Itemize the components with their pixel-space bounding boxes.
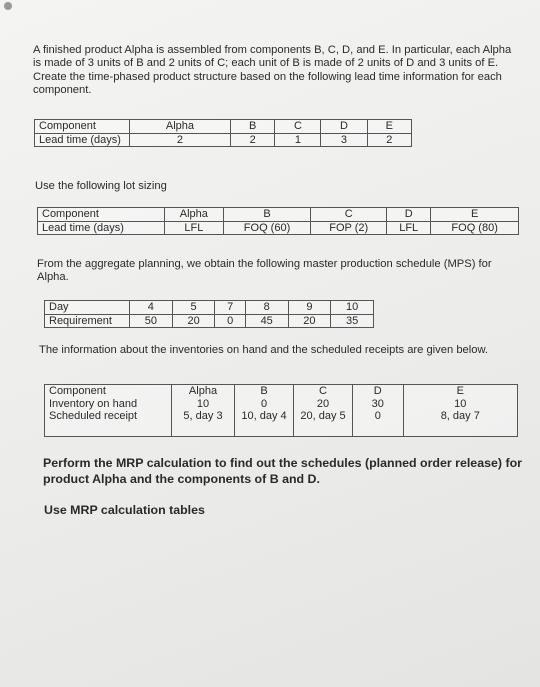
header-cell: D	[321, 120, 367, 134]
value-cell: 20, day 5	[294, 410, 353, 437]
inventory-intro: The information about the inventories on hand and the scheduled receipts are given below.	[39, 344, 489, 356]
header-cell: B	[235, 385, 294, 398]
day-cell: 10	[331, 301, 374, 315]
header-cell: B	[230, 120, 274, 134]
value-cell: 2	[130, 133, 231, 147]
header-cell: C	[275, 120, 321, 134]
mps-intro: From the aggregate planning, we obtain the following master production schedule (MPS) for Alpha.	[37, 258, 492, 284]
header-cell: Component	[38, 208, 165, 222]
day-cell: 9	[288, 301, 331, 315]
table-row	[45, 301, 374, 315]
table-row	[45, 314, 374, 328]
value-cell: 10, day 4	[235, 410, 294, 437]
value-cell: 3	[321, 133, 367, 147]
lot-sizing-intro: Use the following lot sizing	[35, 180, 167, 192]
requirement-cell: 20	[172, 314, 215, 328]
header-cell: D	[353, 385, 404, 398]
day-cell: 8	[245, 301, 288, 315]
value-cell: 5, day 3	[172, 410, 235, 437]
table-row	[45, 398, 518, 411]
intro-paragraph: A finished product Alpha is assembled from components B, C, D, and E. In particular, each Alpha is made of 3 units of B and 2 units of C; each unit of B is made of 2 units of D and 3 units of E. Create the time-phased product structure based on the following lead time information for each component.	[33, 44, 512, 97]
value-cell: FOQ (80)	[431, 221, 519, 235]
row-label: Lead time (days)	[35, 133, 130, 147]
header-cell: Alpha	[172, 385, 235, 398]
day-cell: 7	[215, 301, 245, 315]
requirement-cell: 0	[215, 314, 245, 328]
value-cell: LFL	[165, 221, 224, 235]
value-cell: 0	[353, 410, 404, 437]
day-cell: 5	[172, 301, 215, 315]
value-cell: 10	[403, 398, 517, 411]
value-cell: FOP (2)	[311, 221, 387, 235]
lead-time-table	[34, 119, 412, 147]
instruction-text: Use MRP calculation tables	[44, 503, 205, 517]
row-label: Inventory on hand	[45, 398, 172, 411]
value-cell: 2	[367, 133, 411, 147]
value-cell: 8, day 7	[403, 410, 517, 437]
row-label: Day	[45, 301, 130, 315]
header-cell: C	[294, 385, 353, 398]
table-row	[35, 120, 412, 134]
value-cell: 0	[235, 398, 294, 411]
value-cell: 1	[275, 133, 321, 147]
header-cell: C	[311, 208, 387, 222]
table-row	[45, 385, 518, 398]
table-row	[35, 133, 412, 147]
value-cell: FOQ (60)	[223, 221, 311, 235]
value-cell: 10	[172, 398, 235, 411]
row-label: Lead time (days)	[38, 221, 165, 235]
header-cell: E	[367, 120, 411, 134]
requirement-cell: 50	[130, 314, 173, 328]
inventory-table	[44, 384, 518, 437]
header-cell: E	[403, 385, 517, 398]
header-cell: E	[431, 208, 519, 222]
value-cell: LFL	[387, 221, 431, 235]
row-label: Requirement	[45, 314, 130, 328]
row-label: Scheduled receipt	[45, 410, 172, 437]
value-cell: 20	[294, 398, 353, 411]
header-cell: B	[223, 208, 311, 222]
header-cell: Alpha	[165, 208, 224, 222]
header-cell: Component	[35, 120, 130, 134]
day-cell: 4	[130, 301, 173, 315]
requirement-cell: 35	[331, 314, 374, 328]
table-row	[38, 221, 519, 235]
value-cell: 30	[353, 398, 404, 411]
header-cell: Component	[45, 385, 172, 398]
requirement-cell: 20	[288, 314, 331, 328]
mps-table	[44, 300, 374, 328]
paper-mark	[4, 2, 12, 10]
value-cell: 2	[230, 133, 274, 147]
table-row	[38, 208, 519, 222]
header-cell: D	[387, 208, 431, 222]
lot-sizing-table	[37, 207, 519, 235]
header-cell: Alpha	[130, 120, 231, 134]
table-row	[45, 410, 518, 437]
task-statement: Perform the MRP calculation to find out the schedules (planned order release) for product Alpha and the components of B and D.	[43, 456, 522, 486]
requirement-cell: 45	[245, 314, 288, 328]
